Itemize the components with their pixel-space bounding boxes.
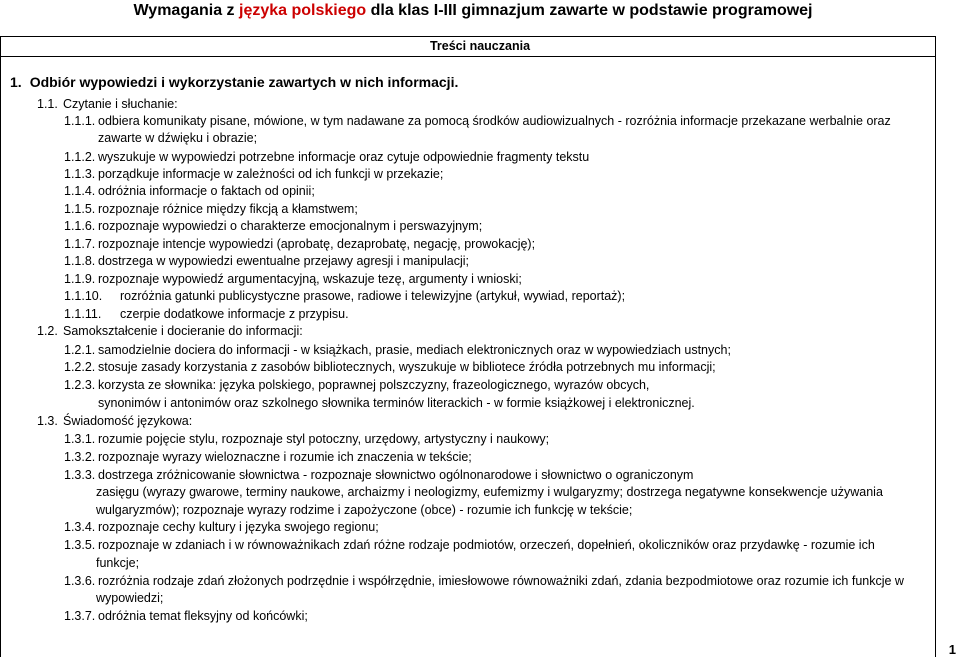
list-item-continuation: zawarte w dźwięku i obrazie; [98, 131, 258, 145]
subsection-heading: 1.1. Czytanie i słuchanie: [37, 97, 178, 111]
list-item-continuation: synonimów i antonimów oraz szkolnego słownika terminów literackich - w formie książkowej i elektronicznej. [98, 396, 695, 410]
list-item: 1.1.2. wyszukuje w wypowiedzi potrzebne informacje oraz cytuje odpowiednie fragmenty tekstu [64, 150, 590, 164]
list-item: 1.1.11. czerpie dodatkowe informacje z przypisu. [64, 307, 349, 321]
list-item: 1.3.1. rozumie pojęcie stylu, rozpoznaje styl potoczny, urzędowy, artystyczny i naukowy; [64, 432, 550, 446]
divider-line [0, 56, 935, 57]
list-item: 1.1.10. rozróżnia gatunki publicystyczne prasowe, radiowe i telewizyjne (artykuł, wywiad, reportaż); [64, 289, 626, 303]
chapter-number: 1. [10, 74, 22, 90]
subsection-heading: 1.2. Samokształcenie i docieranie do informacji: [37, 324, 303, 338]
subsection-heading: 1.3. Świadomość językowa: [37, 414, 193, 428]
chapter-title: Odbiór wypowiedzi i wykorzystanie zawartych w nich informacji. [29, 74, 459, 90]
list-item: 1.1.5. rozpoznaje różnice między fikcją a kłamstwem; [64, 202, 358, 216]
list-item-continuation: wypowiedzi; [96, 591, 164, 605]
title-suffix: dla klas I-III gimnazjum zawarte w podstawie programowej [366, 2, 813, 19]
list-item: 1.1.8. dostrzega w wypowiedzi ewentualne przejawy agresji i manipulacji; [64, 254, 470, 268]
list-item: 1.1.4. odróżnia informacje o faktach od opinii; [64, 184, 315, 198]
list-item-continuation: zasięgu (wyrazy gwarowe, terminy naukowe, archaizmy i neologizmy, eufemizmy i wulgaryzmy; dostrzega negatywne konsekwencje używania [96, 485, 883, 499]
document-title [0, 0, 946, 22]
list-item: 1.1.7. rozpoznaje intencje wypowiedzi (aprobatę, dezaprobatę, negację, prowokację); [64, 237, 536, 251]
list-item: 1.1.6. rozpoznaje wypowiedzi o charakterze emocjonalnym i perswazyjnym; [64, 219, 483, 233]
list-item-continuation: wulgaryzmów); rozpoznaje wyrazy rodzime i zapożyczone (obce) - rozumie ich funkcję w tekście; [96, 503, 633, 517]
title-subject: języka polskiego [239, 2, 367, 19]
list-item: 1.2.1. samodzielnie dociera do informacji - w książkach, prasie, mediach elektronicznych oraz w wypowiedziach ustnych; [64, 343, 731, 357]
list-item: 1.3.6. rozróżnia rodzaje zdań złożonych podrzędnie i współrzędnie, imiesłowowe równoważniki zdań, zdania bezpodmiotowe oraz rozumie ich funkcje w [64, 574, 904, 588]
list-item: 1.3.4. rozpoznaje cechy kultury i języka swojego regionu; [64, 520, 379, 534]
list-item: 1.1.9. rozpoznaje wypowiedź argumentacyjną, wskazuje tezę, argumenty i wnioski; [64, 272, 522, 286]
list-item: 1.1.1. odbiera komunikaty pisane, mówione, w tym nadawane za pomocą środków audiowizualnych - rozróżnia informacje przekazane werbalnie oraz [64, 114, 891, 128]
list-item: 1.2.3. korzysta ze słownika: języka polskiego, poprawnej polszczyzny, frazeologicznego, wyrazów obcych, [64, 378, 650, 392]
list-item: 1.3.5. rozpoznaje w zdaniach i w równoważnikach zdań różne rodzaje podmiotów, orzeczeń, dopełnień, okoliczników oraz przydawkę - rozumie ich [64, 538, 875, 552]
list-item: 1.1.3. porządkuje informacje w zależności od ich funkcji w przekazie; [64, 167, 444, 181]
section-heading: Treści nauczania [429, 39, 531, 53]
list-item: 1.3.2. rozpoznaje wyrazy wieloznaczne i rozumie ich znaczenia w tekście; [64, 450, 472, 464]
list-item: 1.2.2. stosuje zasady korzystania z zasobów bibliotecznych, wyszukuje w bibliotece źródła potrzebnych mu informacji; [64, 360, 716, 374]
list-item: 1.3.7. odróżnia temat fleksyjny od końcówki; [64, 609, 308, 623]
chapter-heading [10, 73, 458, 91]
list-item-continuation: funkcje; [96, 556, 140, 570]
title-prefix: Wymagania z [133, 2, 239, 19]
page-number: 1 [948, 642, 956, 657]
list-item: 1.3.3. dostrzega zróżnicowanie słownictwa - rozpoznaje słownictwo ogólnonarodowe i słownictwo o ograniczonym [64, 468, 694, 482]
